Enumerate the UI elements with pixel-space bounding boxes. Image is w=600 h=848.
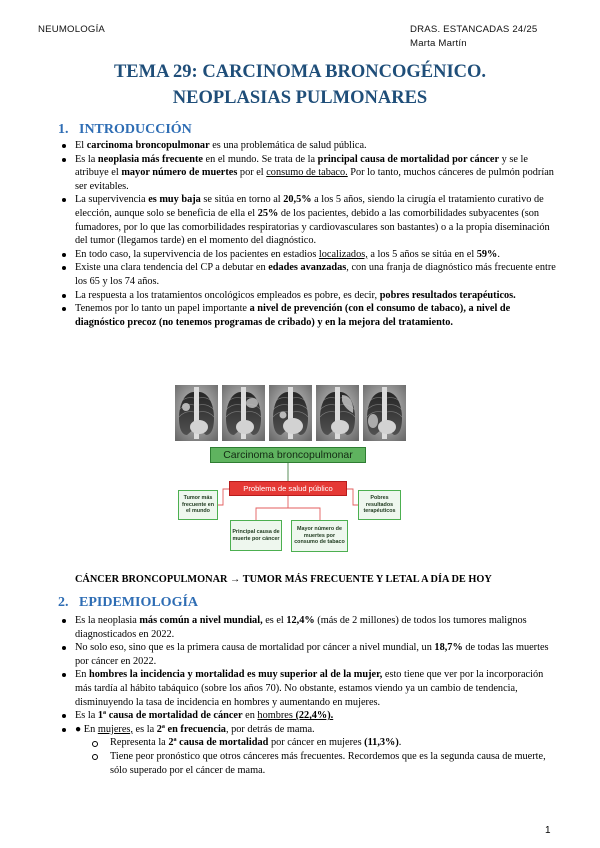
- introduccion-bullet-list: [62, 139, 562, 329]
- text-run: Es la: [75, 153, 98, 165]
- text-run: pobres resultados terapéuticos.: [379, 289, 516, 301]
- bullet-item: [62, 614, 562, 641]
- text-run: mujeres,: [97, 723, 133, 735]
- author-label: Marta Martín: [410, 38, 467, 49]
- section-number: 1.: [58, 122, 69, 137]
- diagram-box-tobacco-deaths: [291, 520, 348, 552]
- diagram-problem-box: [229, 481, 347, 496]
- header-authors: [410, 23, 537, 51]
- diagram-box-label: Pobres resultados terapéuticos: [363, 495, 396, 515]
- diagram-box-main-cause: [230, 520, 282, 551]
- diagram-box-poor-results: [358, 490, 401, 520]
- text-run: carcinoma broncopulmonar: [86, 140, 210, 151]
- text-run: y se le atribuye el: [75, 153, 528, 179]
- section-heading-epidemiologia: [58, 594, 198, 612]
- text-run: El: [75, 140, 87, 151]
- text-run: a los 5 años, siendo la cirugía el tratamiento curativo de elección, aunque solo se beneficia de ella el: [75, 194, 544, 219]
- text-run: hombres: [257, 710, 296, 722]
- chest-xray-image: [363, 385, 406, 441]
- text-run: La respuesta a los tratamientos oncológicos empleados es pobre, es decir,: [75, 289, 380, 301]
- text-run: 2ª causa de mortalidad: [168, 737, 269, 749]
- diagram-problem-label: Problema de salud público: [243, 484, 333, 493]
- text-run: principal causa de mortalidad por cáncer: [317, 153, 500, 165]
- bullet-item: [62, 248, 562, 262]
- diagram-root-box: [210, 447, 366, 463]
- diagram-box-label: Tumor más frecuente en el mundo: [181, 495, 215, 515]
- title-line-1: TEMA 29: CARCINOMA BRONCOGÉNICO.: [113, 62, 487, 82]
- text-run: , con una franja de diagnóstico más frecuente entre los 65 y los 74 años.: [75, 262, 556, 287]
- text-run: en: [242, 710, 258, 722]
- bullet-item: [62, 261, 562, 288]
- text-run: Tiene peor pronóstico que otros cánceres más frecuentes. Recordemos que es la segunda causa de muerte, sólo superado por el cáncer de mama.: [110, 750, 546, 776]
- text-run: 12,4%: [286, 615, 315, 626]
- text-run: 1ª causa de mortalidad de cáncer: [97, 710, 243, 722]
- text-run: a nivel de prevención (con el consumo de tabaco), a nivel de diagnóstico precoz (no tenemos programas de cribado) y en la mejora del tratamiento.: [75, 303, 511, 328]
- title-line-2: NEOPLASIAS PULMONARES: [172, 88, 428, 108]
- diagram-box-most-frequent: [178, 490, 218, 520]
- text-run: es la: [132, 723, 157, 735]
- text-run: hombres la incidencia y mortalidad es muy superior al de la mujer,: [89, 669, 383, 681]
- text-run: se sitúa en torno al: [200, 194, 284, 206]
- text-run: ● En: [75, 723, 98, 735]
- bullet-item: [62, 641, 562, 668]
- bullet-item: [62, 139, 562, 153]
- text-run: Es la neoplasia: [75, 615, 140, 626]
- page-number: 1: [545, 825, 551, 836]
- text-run: es una problemática de salud pública.: [209, 140, 367, 151]
- subject-label: NEUMOLOGÍA: [38, 24, 106, 35]
- text-run: consumo de tabaco.: [266, 167, 348, 179]
- text-run: No solo eso, sino que es la primera causa de mortalidad por cáncer a nivel mundial, un: [75, 642, 435, 654]
- text-run: La supervivencia: [75, 194, 149, 206]
- section-title: EPIDEMIOLOGÍA: [79, 595, 199, 610]
- text-run: edades avanzadas: [268, 262, 347, 274]
- text-run: .: [398, 737, 402, 749]
- summary-line: CÁNCER BRONCOPULMONAR → TUMOR MÁS FRECUENTE Y LETAL A DÍA DE HOY: [75, 574, 492, 585]
- sub-bullet-item: [62, 750, 562, 777]
- text-run: localizados,: [318, 248, 368, 260]
- text-run: En: [75, 669, 90, 681]
- group-label: DRAS. ESTANCADAS 24/25: [410, 24, 538, 35]
- text-run: en el mundo. Se trata de la: [202, 153, 318, 165]
- diagram-box-label: Principal causa de muerte por cáncer: [232, 528, 280, 542]
- text-run: Representa la: [110, 737, 169, 749]
- chest-xray-image: [269, 385, 312, 441]
- text-run: Tenemos por lo tanto un papel importante: [75, 303, 250, 315]
- sub-bullet-item: [62, 736, 562, 750]
- chest-xray-image: [316, 385, 359, 441]
- bullet-item: [62, 709, 562, 723]
- chest-xray-image: [175, 385, 218, 441]
- text-run: por cáncer en mujeres: [268, 737, 365, 749]
- text-run: neoplasia más frecuente: [97, 153, 203, 165]
- text-run: 20,5%: [283, 194, 312, 206]
- bullet-item: [62, 193, 562, 247]
- text-run: (11,3%): [364, 737, 399, 749]
- text-run: , por detrás de mama.: [225, 723, 315, 735]
- bullet-item: [62, 723, 562, 737]
- text-run: Existe una clara tendencia del CP a debutar en: [75, 262, 269, 274]
- bullet-item: [62, 289, 562, 303]
- header-subject: [38, 23, 105, 37]
- text-run: Es la: [75, 710, 98, 722]
- text-run: de todas las muertes por cáncer en 2022.: [75, 642, 549, 667]
- chest-xray-image: [222, 385, 265, 441]
- text-run: por el: [237, 167, 267, 179]
- section-title: INTRODUCCIÓN: [79, 122, 192, 137]
- page-title: [0, 59, 600, 111]
- diagram-root-label: Carcinoma broncopulmonar: [223, 449, 353, 461]
- text-run: más común a nivel mundial,: [139, 615, 263, 626]
- bullet-item: [62, 153, 562, 194]
- text-run: 25%: [257, 207, 279, 219]
- text-run: 59%: [476, 248, 498, 260]
- text-run: 2ª en frecuencia: [156, 723, 226, 735]
- text-run: mayor número de muertes: [121, 167, 238, 179]
- text-run: esto tiene que ver por la incorporación más tardía al hábito tabáquico (sobre los años 70). No obstante, estamos viendo ya un cambio de tendencia, disminuyendo la tasa de incidencia en hombres y aumentando en mujeres.: [75, 669, 544, 708]
- text-run: de los pacientes, debido a las comorbilidades subyacentes (son fumadores, por lo que las comorbilidades respiratorias y cardiovasculares son bastantes) o a la propia diseminación del tumor (llegamos tarde) en el momento del diagnóstico.: [75, 207, 550, 247]
- text-run: En todo caso, la supervivencia de los pacientes en estadios: [75, 248, 319, 260]
- text-run: (22,4%).: [295, 710, 334, 722]
- text-run: 18,7%: [434, 642, 463, 654]
- text-run: es muy baja: [148, 194, 201, 206]
- epidemiologia-bullet-list: [62, 614, 562, 777]
- text-run: Por lo tanto, muchos cánceres de pulmón podrían ser evitables.: [75, 167, 554, 192]
- text-run: es el: [262, 615, 287, 626]
- bullet-item: [62, 302, 562, 329]
- text-run: (más de 2 millones) de todos los tumores malignos diagnosticados en 2022.: [75, 615, 527, 640]
- section-heading-introduccion: [58, 121, 192, 139]
- text-run: .: [497, 248, 500, 260]
- diagram-box-label: Mayor número de muertes por consumo de tabaco: [294, 526, 345, 546]
- bullet-item: [62, 668, 562, 709]
- text-run: a los 5 años se sitúa en el: [367, 248, 477, 260]
- section-number: 2.: [58, 595, 69, 610]
